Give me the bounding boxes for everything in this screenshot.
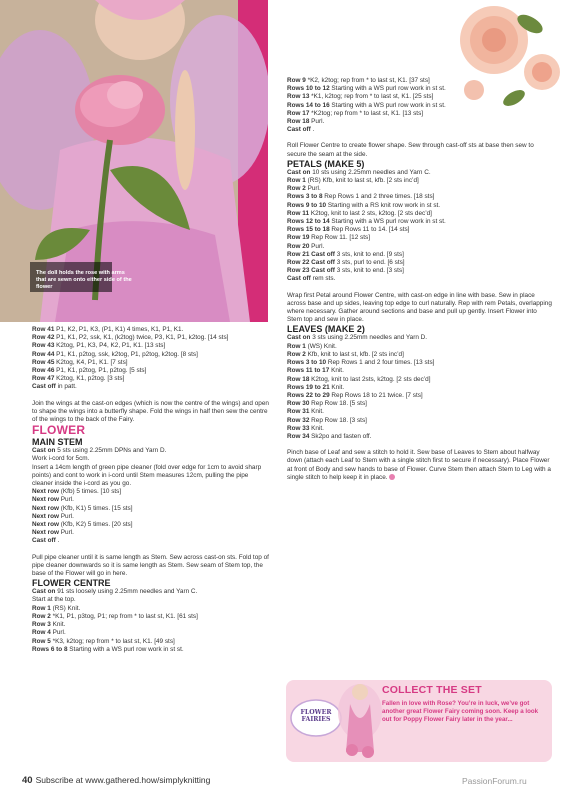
row-label: Row 45 xyxy=(32,358,55,366)
row-instruction: 5 sts using 2.25mm DPNs and Yarn D. xyxy=(57,447,167,455)
row-label: Cast on xyxy=(287,334,311,342)
row-label: Row 13 xyxy=(287,93,310,101)
leaves-paragraph xyxy=(287,449,553,482)
row-instruction: 3 sts, knit to end. [3 sts] xyxy=(336,267,404,275)
row-label: Next row xyxy=(32,488,59,496)
row-instruction: Insert a 14cm length of green pipe cleaner (fold over edge for 1cm to avoid sharp points) and cont to work in i-cord until Stem measures 12cm, pulling the pipe cleaner inside the i-cord as you go. xyxy=(32,463,262,488)
row-label: Cast on xyxy=(287,168,311,176)
pattern-row xyxy=(32,513,270,521)
row-instruction: 3 sts using 2.25mm needles and Yarn D. xyxy=(312,334,428,342)
row-instruction: P1, K1, P2, ssk, K1, (k2tog) twice, P3, K1, P1, k2tog. [14 sts] xyxy=(56,334,229,342)
row-instruction: P1, K1, p2tog, ssk, k2tog, P1, p2tog, k2tog. [8 sts] xyxy=(56,350,198,358)
pattern-row xyxy=(287,376,553,384)
row-instruction: Starting with a WS purl row work in st st. xyxy=(69,645,184,653)
main-stem-heading: MAIN STEM xyxy=(32,437,83,448)
pattern-row xyxy=(32,646,270,654)
pattern-row xyxy=(32,447,270,455)
pattern-row xyxy=(287,169,553,177)
pattern-row xyxy=(287,359,553,367)
pattern-row xyxy=(287,392,553,400)
watermark: PassionForum.ru xyxy=(462,776,527,786)
row-label: Row 2 xyxy=(287,350,306,358)
row-instruction: Purl. xyxy=(311,118,325,126)
fairy-illustration xyxy=(334,672,386,764)
row-instruction: Purl. xyxy=(60,512,74,520)
subscribe-text: Subscribe at www.gathered.how/simplyknitting xyxy=(35,775,211,785)
row-instruction: Starting with a WS purl row work in st st. xyxy=(331,218,446,226)
row-label: Row 17 xyxy=(287,109,310,117)
row-label: Rows 14 to 16 xyxy=(287,101,330,109)
row-instruction: (RS) Kfb, knit to last st, kfb. [2 sts inc’d] xyxy=(307,177,419,185)
pattern-row xyxy=(287,185,553,193)
pattern-row xyxy=(32,529,270,537)
pattern-row xyxy=(287,343,553,351)
row-instruction: Rep Row 18. [3 sts] xyxy=(311,416,367,424)
row-instruction: Work i-cord for 5cm. xyxy=(32,455,90,463)
pattern-row xyxy=(287,85,553,93)
pattern-row xyxy=(287,226,553,234)
leaves-heading: LEAVES (MAKE 2) xyxy=(287,324,365,335)
row-label: Row 22 Cast off xyxy=(287,259,335,267)
row-instruction: *K3, k2tog; rep from * to last st, K1. [49 sts] xyxy=(52,637,175,645)
row-label: Rows 19 to 21 xyxy=(287,383,330,391)
row-instruction: 3 sts, knit to end. [9 sts] xyxy=(336,250,404,258)
row-instruction: Purl. xyxy=(311,242,325,250)
row-instruction: Purl. xyxy=(60,529,74,537)
row-instruction: Starting with a RS knit row work in st st. xyxy=(327,201,441,209)
row-label: Rows 3 to 8 xyxy=(287,193,323,201)
row-label: Row 47 xyxy=(32,375,55,383)
pattern-row xyxy=(287,126,553,134)
pattern-row xyxy=(32,334,270,342)
pattern-row xyxy=(287,433,553,441)
pattern-row xyxy=(287,110,553,118)
pattern-row xyxy=(287,193,553,201)
pattern-row xyxy=(32,342,270,350)
row-instruction: Sk2po and fasten off. xyxy=(311,432,372,440)
row-instruction: 10 sts using 2.25mm needles and Yarn C. xyxy=(312,168,431,176)
row-instruction: Knit. xyxy=(331,367,344,375)
row-instruction: Starting with a WS purl row work in st st. xyxy=(331,85,446,93)
pattern-row xyxy=(287,408,553,416)
row-instruction: (Kfb) 5 times. [10 sts] xyxy=(60,488,122,496)
pattern-row xyxy=(287,243,553,251)
row-label: Row 30 xyxy=(287,400,310,408)
row-label: Rows 6 to 8 xyxy=(32,645,68,653)
collect-the-set-promo xyxy=(286,672,552,764)
end-dot-icon xyxy=(389,474,395,480)
row-label: Row 19 xyxy=(287,234,310,242)
page-number: 40 xyxy=(22,775,33,786)
row-instruction: Purl. xyxy=(52,629,66,637)
pattern-row xyxy=(32,629,270,637)
row-instruction: (Kfb, K2) 5 times. [20 sts] xyxy=(60,521,133,529)
row-label: Rows 15 to 18 xyxy=(287,226,330,234)
row-label: Cast off xyxy=(287,275,311,283)
pattern-row xyxy=(287,259,553,267)
promo-body: Fallen in love with Rose? You’re in luck, we’ve got another great Flower Fairy coming soon. Keep a look out for Poppy Flower Fairy later in the year... xyxy=(382,700,539,723)
pattern-row xyxy=(287,400,553,408)
row-label: Cast on xyxy=(32,447,56,455)
row-instruction: P1, K2, P1, K3, (P1, K1) 4 times, K1, P1, K1. xyxy=(56,326,184,333)
row-label: Rows 12 to 14 xyxy=(287,218,330,226)
row-instruction: Rep Row 18. [5 sts] xyxy=(311,400,367,408)
row-instruction: *K1, P1, p3tog, P1; rep from * to last st, K1. [61 sts] xyxy=(52,612,198,620)
pattern-row xyxy=(32,464,270,489)
petals-rows xyxy=(287,169,553,284)
flower-centre-heading: FLOWER CENTRE xyxy=(32,578,111,589)
petals-heading: PETALS (MAKE 5) xyxy=(287,158,365,169)
row-instruction: Purl. xyxy=(60,496,74,504)
pattern-row xyxy=(32,488,270,496)
row-instruction: in patt. xyxy=(57,383,77,391)
row-instruction: Start at the top. xyxy=(32,596,76,604)
row-label: Row 31 xyxy=(287,408,310,416)
row-instruction: Starting with a WS purl row work in st st. xyxy=(331,101,446,109)
row-label: Row 1 xyxy=(287,342,306,350)
pattern-row xyxy=(287,77,553,85)
row-instruction: (WS) Knit. xyxy=(307,342,337,350)
photo-caption: The doll holds the rose with arms that are sewn onto either side of the flower xyxy=(36,270,132,290)
pattern-row xyxy=(32,496,270,504)
flower-fairies-logo-text: FLOWER FAIRIES xyxy=(300,709,332,723)
row-label: Row 32 xyxy=(287,416,310,424)
row-label: Row 44 xyxy=(32,350,55,358)
roll-paragraph: Roll Flower Centre to create flower shape. Sew through cast-off sts at base then sew to secure the seam at the side. xyxy=(287,142,534,158)
row-instruction: Rep Rows 11 to 14. [14 sts] xyxy=(331,226,410,234)
row-label: Row 1 xyxy=(287,177,306,185)
row-instruction: Knit. xyxy=(311,424,324,432)
row-label: Rows 9 to 10 xyxy=(287,201,327,209)
row-label: Rows 11 to 17 xyxy=(287,367,330,375)
row-label: Cast off xyxy=(32,537,56,545)
row-instruction: (Kfb, K1) 5 times. [15 sts] xyxy=(60,504,133,512)
row-label: Cast off xyxy=(32,383,56,391)
row-instruction: P1, K1, p2tog, P1, p2tog. [5 sts] xyxy=(56,367,147,375)
row-label: Row 4 xyxy=(32,629,51,637)
pattern-row xyxy=(32,537,270,545)
flower-centre-continued-rows xyxy=(287,77,553,134)
pattern-row xyxy=(287,367,553,375)
page-footer xyxy=(22,775,210,786)
row-label: Next row xyxy=(32,496,59,504)
pattern-row xyxy=(287,384,553,392)
row-label: Row 3 xyxy=(32,621,51,629)
pattern-row xyxy=(287,177,553,185)
pattern-row xyxy=(287,118,553,126)
row-instruction: Kfb, knit to last st, kfb. [2 sts inc’d] xyxy=(307,350,404,358)
promo-title: COLLECT THE SET xyxy=(382,684,482,696)
right-column xyxy=(287,77,553,482)
row-label: Row 41 xyxy=(32,326,55,333)
pattern-row xyxy=(32,326,270,334)
pattern-row xyxy=(32,596,270,604)
pattern-row xyxy=(287,417,553,425)
pattern-row xyxy=(32,638,270,646)
pattern-row xyxy=(32,588,270,596)
row-label: Row 2 xyxy=(32,612,51,620)
leaves-rows xyxy=(287,334,553,441)
pattern-row xyxy=(32,367,270,375)
pattern-row xyxy=(32,375,270,383)
row-instruction: Rep Row 11. [12 sts] xyxy=(311,234,371,242)
pattern-row xyxy=(32,521,270,529)
row-instruction: Purl. xyxy=(307,185,321,193)
row-label: Row 1 xyxy=(32,604,51,612)
row-label: Rows 10 to 12 xyxy=(287,85,330,93)
wings-paragraph: Join the wings at the cast-on edges (which is now the centre of the wings) and open to shape the wings into a butterfly shape. Fold the wings in half then sew the centre of the wings to the back of the Fairy. xyxy=(32,399,269,424)
pattern-row xyxy=(287,93,553,101)
row-instruction: K2tog, knit to last 2sts, k2tog. [2 sts dec’d] xyxy=(311,375,431,383)
row-instruction: 91 sts loosely using 2.25mm needles and Yarn C. xyxy=(57,588,198,596)
row-instruction: K2tog, K1, p2tog. [3 sts] xyxy=(56,375,125,383)
pattern-row xyxy=(32,605,270,613)
row-instruction: Rep Rows 1 and 2 three times. [18 sts] xyxy=(324,193,435,201)
pattern-row xyxy=(287,234,553,242)
row-instruction: K2tog, knit to last 2 sts, k2tog. [2 sts dec’d] xyxy=(310,209,432,217)
petals-paragraph: Wrap first Petal around Flower Centre, with cast-on edge in line with base. Sew in place across base and up sides, leaving top edge to curl naturally. Rep with rem Petals, overlapping where necessary. Gather around sections and base and pull up gently. Insert Flower into Stem top and sew in place. xyxy=(287,291,552,324)
pattern-row xyxy=(287,334,553,342)
row-label: Row 43 xyxy=(32,342,55,350)
row-instruction: *K2, k2tog; rep from * to last st, K1. [37 sts] xyxy=(307,77,430,84)
stem-paragraph: Pull pipe cleaner until it is same length as Stem. Sew across cast-on sts. Fold top of pipe cleaner downwards so it is same length as Stem. Sew seam of Stem top, the base of the Flower will go in here. xyxy=(32,553,269,578)
pattern-row xyxy=(32,613,270,621)
wing-rows xyxy=(32,326,270,392)
doll-photo xyxy=(0,0,268,322)
pattern-row xyxy=(32,505,270,513)
main-stem-rows xyxy=(32,447,270,545)
row-label: Rows 22 to 29 xyxy=(287,391,330,399)
row-label: Row 2 xyxy=(287,185,306,193)
row-instruction: Knit. xyxy=(331,383,345,391)
row-label: Row 9 xyxy=(287,77,306,84)
pattern-row xyxy=(32,383,270,391)
pattern-row xyxy=(287,267,553,275)
row-instruction: K2tog, P1, K3, P4, K2, P1, K1. [13 sts] xyxy=(56,342,166,350)
pattern-row xyxy=(32,621,270,629)
row-instruction: Rep Rows 18 to 21 twice. [7 sts] xyxy=(331,391,423,399)
row-label: Row 46 xyxy=(32,367,55,375)
row-label: Row 23 Cast off xyxy=(287,267,335,275)
row-label: Next row xyxy=(32,512,59,520)
row-instruction: . xyxy=(312,126,315,134)
row-instruction: (RS) Knit. xyxy=(52,604,81,612)
row-label: Row 11 xyxy=(287,209,310,217)
pattern-row xyxy=(287,102,553,110)
pattern-row xyxy=(287,425,553,433)
row-label: Next row xyxy=(32,521,59,529)
pattern-row xyxy=(32,359,270,367)
row-label: Row 18 xyxy=(287,375,310,383)
row-label: Rows 3 to 10 xyxy=(287,359,327,367)
row-label: Row 20 xyxy=(287,242,310,250)
row-instruction: Knit. xyxy=(311,408,324,416)
pattern-row xyxy=(32,351,270,359)
row-label: Row 21 Cast off xyxy=(287,250,335,258)
row-instruction: rem sts. xyxy=(312,275,336,283)
pattern-row xyxy=(287,210,553,218)
row-instruction: Rep Rows 1 and 2 four times. [13 sts] xyxy=(327,359,435,367)
row-instruction: 3 sts, purl to end. [6 sts] xyxy=(336,259,405,267)
pattern-row xyxy=(32,455,270,463)
pattern-row xyxy=(287,202,553,210)
row-instruction: *K2tog; rep from * to last st, K1. [13 sts] xyxy=(311,109,424,117)
row-label: Next row xyxy=(32,504,59,512)
left-column xyxy=(32,326,270,654)
flower-heading: FLOWER xyxy=(32,423,86,438)
row-label: Row 42 xyxy=(32,334,55,342)
row-instruction: *K1, k2tog; rep from * to last st, K1. [25 sts] xyxy=(311,93,434,101)
row-label: Row 33 xyxy=(287,424,310,432)
pattern-row xyxy=(287,251,553,259)
row-instruction: K2tog, K4, P1, K1. [7 sts] xyxy=(56,358,128,366)
row-label: Cast off xyxy=(287,126,311,134)
row-instruction: Knit. xyxy=(52,621,66,629)
pattern-row xyxy=(287,351,553,359)
leaves-paragraph-text: Pinch base of Leaf and sew a stitch to hold it. Sew base of Leaves to Stem about halfway down (attach each Leaf to Stem with a single stitch first to secure if necessary). Place Flower at front of Body and sew hands to base of Flower. Curve Stem then attach Stem to Leg with a single stitch to help keep it in place. xyxy=(287,449,551,481)
pattern-row xyxy=(287,275,553,283)
flower-centre-rows xyxy=(32,588,270,654)
row-label: Cast on xyxy=(32,588,56,596)
pattern-row xyxy=(287,218,553,226)
row-label: Row 18 xyxy=(287,118,310,126)
row-instruction: . xyxy=(57,537,60,545)
row-label: Row 34 xyxy=(287,432,310,440)
row-label: Next row xyxy=(32,529,59,537)
row-label: Row 5 xyxy=(32,637,51,645)
